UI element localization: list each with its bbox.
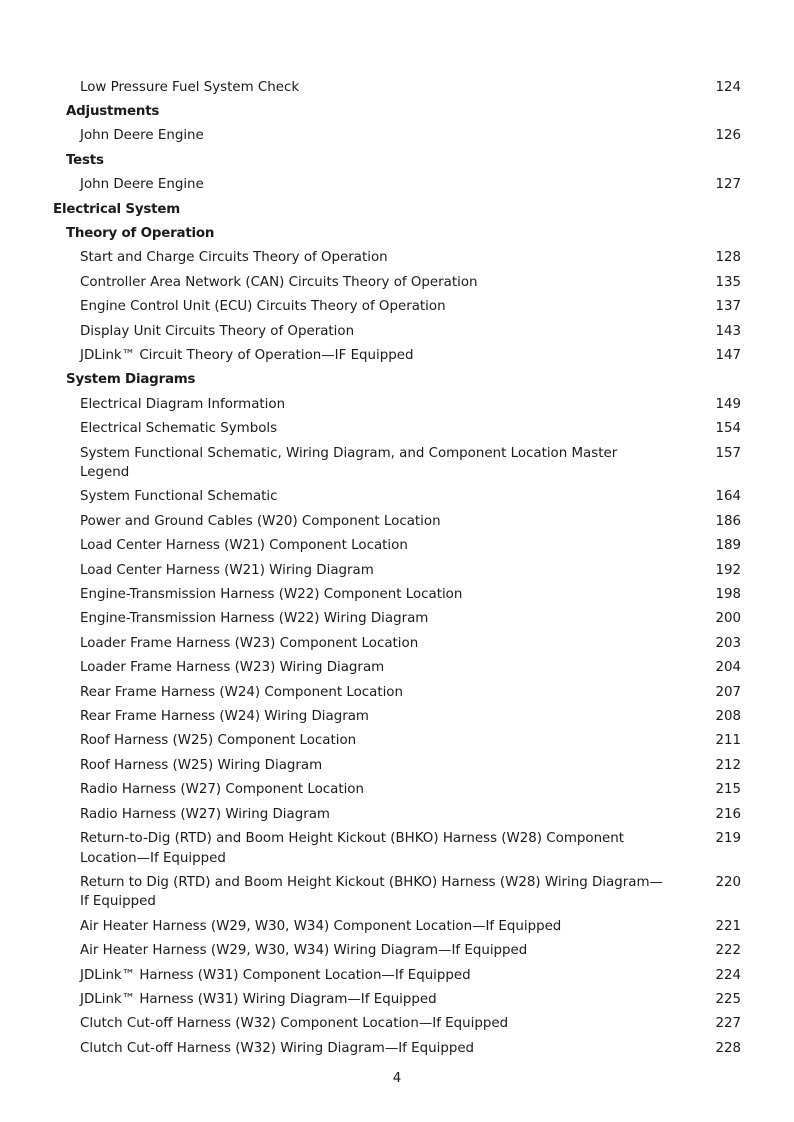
toc-chapter-title: Electrical System [53, 201, 180, 217]
toc-entry-page: 215 [715, 782, 741, 798]
toc-entry-page: 143 [715, 323, 741, 339]
toc-entry-page: 220 [715, 874, 741, 890]
toc-entry-page: 189 [715, 538, 741, 554]
toc-entry-page: 203 [715, 635, 741, 651]
toc-entry[interactable] [0, 509, 794, 533]
table-of-contents [0, 75, 794, 1061]
toc-entry-title: Start and Charge Circuits Theory of Operation [80, 250, 388, 266]
toc-entry[interactable] [0, 914, 794, 938]
toc-section-heading [0, 148, 794, 172]
toc-entry-page: 149 [715, 396, 741, 412]
toc-entry-title: JDLink™ Harness (W31) Component Location—If Equipped [80, 967, 471, 983]
toc-heading-title: System Diagrams [66, 372, 196, 388]
toc-entry-title: Rear Frame Harness (W24) Component Location [80, 684, 403, 700]
toc-heading-title: Adjustments [66, 103, 160, 119]
toc-entry-page: 207 [715, 684, 741, 700]
toc-entry-page: 154 [715, 421, 741, 437]
toc-entry[interactable] [0, 295, 794, 319]
toc-entry-title: Electrical Schematic Symbols [80, 421, 278, 437]
toc-entry-page: 228 [715, 1040, 741, 1056]
toc-entry[interactable] [0, 607, 794, 631]
toc-entry[interactable] [0, 392, 794, 416]
toc-entry-title: John Deere Engine [80, 128, 204, 144]
toc-entry[interactable] [0, 485, 794, 509]
toc-entry-title: JDLink™ Circuit Theory of Operation—IF Equipped [80, 347, 414, 363]
toc-section-heading [0, 221, 794, 245]
toc-entry-title: Roof Harness (W25) Wiring Diagram [80, 757, 323, 773]
toc-entry-title: Loader Frame Harness (W23) Wiring Diagram [80, 660, 385, 676]
toc-entry-page: 222 [715, 943, 741, 959]
toc-entry[interactable] [0, 319, 794, 343]
toc-entry-page: 137 [715, 299, 741, 315]
toc-entry-title: JDLink™ Harness (W31) Wiring Diagram—If Equipped [80, 991, 437, 1007]
toc-entry-page: 157 [715, 445, 741, 461]
toc-entry[interactable] [0, 246, 794, 270]
toc-entry-page: 221 [715, 918, 741, 934]
toc-entry-title: Clutch Cut-off Harness (W32) Component Location—If Equipped [80, 1016, 509, 1032]
toc-entry[interactable] [0, 124, 794, 148]
toc-entry-page: 224 [715, 967, 741, 983]
toc-entry[interactable] [0, 417, 794, 441]
toc-entry-page: 204 [715, 660, 741, 676]
toc-entry[interactable] [0, 680, 794, 704]
toc-entry-page: 225 [715, 991, 741, 1007]
toc-section-heading [0, 99, 794, 123]
toc-entry-title: John Deere Engine [80, 177, 204, 193]
toc-entry-title: Engine Control Unit (ECU) Circuits Theory of Operation [80, 299, 446, 315]
toc-entry[interactable] [0, 441, 794, 485]
toc-entry[interactable] [0, 534, 794, 558]
toc-entry-page: 127 [715, 177, 741, 193]
toc-entry-title: Engine-Transmission Harness (W22) Wiring Diagram [80, 611, 429, 627]
toc-entry-title: Clutch Cut-off Harness (W32) Wiring Diagram—If Equipped [80, 1040, 475, 1056]
toc-entry-page: 216 [715, 806, 741, 822]
toc-entry-title: Radio Harness (W27) Wiring Diagram [80, 806, 330, 822]
toc-entry-title: Rear Frame Harness (W24) Wiring Diagram [80, 709, 369, 725]
toc-entry-page: 219 [715, 831, 741, 847]
toc-entry-title: Return-to-Dig (RTD) and Boom Height Kickout (BHKO) Harness (W28) Component Location—If Equipped [80, 831, 625, 866]
toc-entry-title: Radio Harness (W27) Component Location [80, 782, 364, 798]
toc-entry[interactable] [0, 963, 794, 987]
toc-entry-page: 198 [715, 587, 741, 603]
toc-entry-page: 192 [715, 562, 741, 578]
toc-entry-title: Return to Dig (RTD) and Boom Height Kickout (BHKO) Harness (W28) Wiring Diagram—If Equipped [80, 874, 663, 910]
toc-heading-title: Tests [66, 152, 104, 168]
page-number: 4 [392, 1071, 402, 1086]
toc-entry-title: Display Unit Circuits Theory of Operation [80, 323, 355, 339]
toc-entry[interactable] [0, 939, 794, 963]
toc-entry-title: Power and Ground Cables (W20) Component Location [80, 513, 441, 529]
toc-entry[interactable] [0, 75, 794, 99]
toc-entry-title: Controller Area Network (CAN) Circuits Theory of Operation [80, 274, 478, 290]
toc-entry-title: Air Heater Harness (W29, W30, W34) Wiring Diagram—If Equipped [80, 943, 528, 959]
toc-entry-page: 212 [715, 757, 741, 773]
toc-section-heading [0, 368, 794, 392]
toc-entry[interactable] [0, 1012, 794, 1036]
toc-entry-page: 227 [715, 1016, 741, 1032]
toc-entry-title: Loader Frame Harness (W23) Component Location [80, 635, 419, 651]
toc-entry-title: Load Center Harness (W21) Wiring Diagram [80, 562, 374, 578]
toc-entry-title: System Functional Schematic, Wiring Diagram, and Component Location Master Legend [80, 445, 618, 480]
toc-entry-title: Air Heater Harness (W29, W30, W34) Component Location—If Equipped [80, 918, 562, 934]
toc-entry-page: 208 [715, 709, 741, 725]
toc-entry[interactable] [0, 270, 794, 294]
toc-entry-page: 124 [715, 79, 741, 95]
toc-entry[interactable] [0, 173, 794, 197]
toc-entry[interactable] [0, 729, 794, 753]
toc-entry[interactable] [0, 802, 794, 826]
toc-entry[interactable] [0, 987, 794, 1011]
toc-chapter-heading [0, 197, 794, 221]
toc-entry-page: 147 [715, 347, 741, 363]
toc-entry-title: Low Pressure Fuel System Check [80, 79, 300, 95]
toc-entry-page: 186 [715, 513, 741, 529]
toc-entry-page: 211 [715, 733, 741, 749]
toc-entry[interactable] [0, 343, 794, 367]
toc-entry-title: Roof Harness (W25) Component Location [80, 733, 357, 749]
toc-entry[interactable] [0, 778, 794, 802]
toc-heading-title: Theory of Operation [66, 225, 215, 241]
toc-entry[interactable] [0, 705, 794, 729]
toc-entry[interactable] [0, 631, 794, 655]
toc-entry-page: 135 [715, 274, 741, 290]
toc-entry[interactable] [0, 656, 794, 680]
toc-entry-page: 126 [715, 128, 741, 144]
toc-entry[interactable] [0, 827, 794, 871]
toc-entry-title: Electrical Diagram Information [80, 396, 286, 412]
toc-entry-title: Engine-Transmission Harness (W22) Component Location [80, 587, 463, 603]
toc-entry[interactable] [0, 870, 794, 914]
toc-entry-page: 164 [715, 489, 741, 505]
toc-entry[interactable] [0, 753, 794, 777]
toc-entry-page: 200 [715, 611, 741, 627]
toc-entry[interactable] [0, 1036, 794, 1060]
toc-entry-page: 128 [715, 250, 741, 266]
toc-entry[interactable] [0, 583, 794, 607]
toc-entry-title: System Functional Schematic [80, 489, 278, 505]
toc-entry-title: Load Center Harness (W21) Component Location [80, 538, 408, 554]
toc-entry[interactable] [0, 558, 794, 582]
